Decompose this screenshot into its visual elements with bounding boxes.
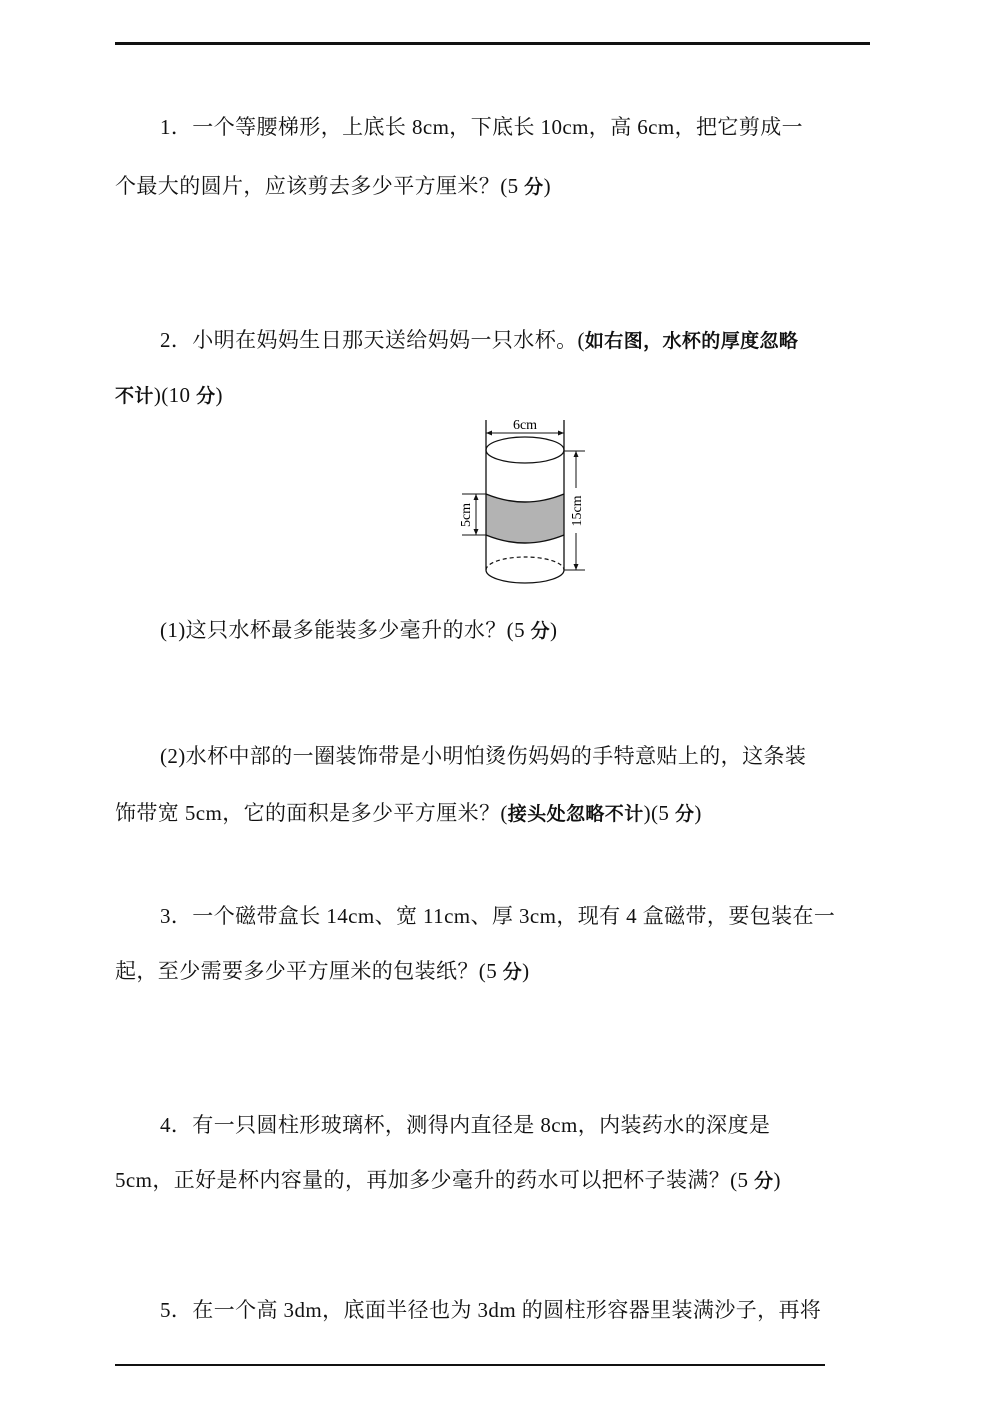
- height-label: 15cm: [570, 495, 585, 527]
- text-run: 如右图，水杯的厚度忽略: [584, 330, 799, 352]
- text-run: 起，至少需要多少平方厘米的包装纸？(5: [115, 959, 503, 983]
- text-run: ): [694, 801, 702, 825]
- header-rule: [115, 42, 870, 45]
- diameter-label: 6cm: [512, 418, 538, 433]
- question-1-text: [115, 173, 551, 200]
- text-run: 5cm，正好是杯内容量的，再加多少毫升的药水可以把杯子装满？(5: [115, 1168, 755, 1192]
- text-run: 饰带宽 5cm，它的面积是多少平方厘米？(: [115, 801, 508, 825]
- text-run: 分: [674, 803, 695, 825]
- text-run: ): [215, 383, 223, 407]
- question-2-sub-2-text: [115, 800, 702, 827]
- text-run: 1．一个等腰梯形，上底长 8cm，下底长 10cm，高 6cm，把它剪成一: [160, 115, 804, 139]
- text-run: (1)这只水杯最多能装多少毫升的水？(5: [160, 618, 531, 642]
- question-4-text: [160, 1112, 770, 1138]
- band-width-label: 5cm: [459, 502, 474, 528]
- question-2-text: [160, 327, 798, 354]
- text-run: 分: [524, 176, 544, 198]
- text-run: 3．一个磁带盒长 14cm、宽 11cm、厚 3cm，现有 4 盒磁带，要包装在一: [160, 904, 836, 928]
- text-run: )(5: [643, 801, 675, 825]
- text-run: 2．小明在妈妈生日那天送给妈妈一只水杯。(: [160, 328, 585, 352]
- text-run: )(10: [153, 383, 197, 407]
- text-run: ): [773, 1168, 781, 1192]
- text-run: 分: [502, 961, 523, 983]
- text-run: ): [550, 618, 558, 642]
- question-5-text: [160, 1297, 821, 1323]
- text-run: 分: [530, 620, 551, 642]
- question-2-sub-2-text: [160, 743, 806, 769]
- text-run: 接头处忽略不计: [507, 803, 644, 825]
- cup-figure: [440, 410, 610, 595]
- text-run: 个最大的圆片，应该剪去多少平方厘米？(5: [115, 174, 525, 198]
- text-run: 不计: [115, 385, 154, 407]
- text-run: (2)水杯中部的一圈装饰带是小明怕烫伤妈妈的手特意贴上的，这条装: [160, 744, 807, 768]
- question-2-sub-1-text: [160, 617, 557, 644]
- question-3-text: [160, 903, 835, 929]
- question-3-text: [115, 958, 530, 985]
- text-run: 分: [754, 1170, 774, 1192]
- question-4-text: [115, 1167, 781, 1194]
- question-2-text: [115, 382, 223, 409]
- question-1-text: [160, 114, 803, 140]
- text-run: ): [522, 959, 530, 983]
- text-run: 5．在一个高 3dm，底面半径也为 3dm 的圆柱形容器里装满沙子，再将: [160, 1298, 822, 1322]
- text-run: 4．有一只圆柱形玻璃杯，测得内直径是 8cm，内装药水的深度是: [160, 1113, 771, 1137]
- footer-rule: [115, 1364, 825, 1366]
- text-run: ): [543, 174, 551, 198]
- text-run: 分: [196, 385, 216, 407]
